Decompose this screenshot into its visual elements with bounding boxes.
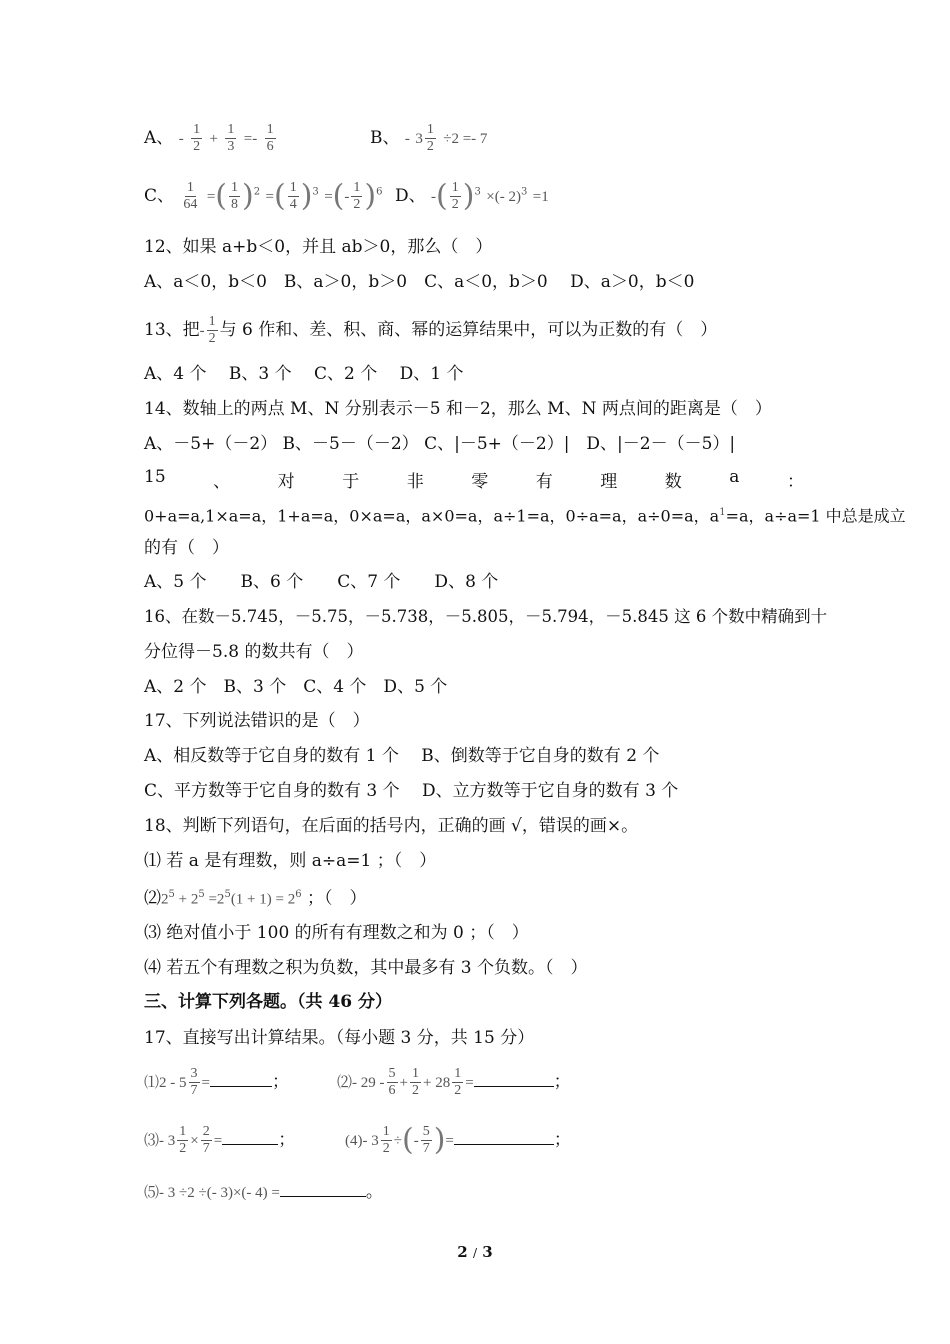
fraction: $\frac{1}{6}$ [266,122,274,154]
q18-stem: 18、判断下列语句，在后面的括号内，正确的画 √，错误的画×。 [144,816,639,836]
fraction: $\frac{1}{2}$ [426,122,434,154]
section-3-title: 三、计算下列各题。（共 46 分） [144,992,392,1012]
fraction: $\frac{1}{2}$ [208,314,216,346]
q11-option-d: D、 -( $\frac{1}{2}$ )$^3$ ×(- 2)$^3$ =1 [395,178,549,214]
fraction: $\frac{5}{7}$ [422,1124,430,1156]
q11-option-b: B、 - 3 $\frac{1}{2}$ ÷2 =- 7 [370,122,488,154]
option-label: A、 [144,128,174,148]
fraction: $\frac{1}{2}$ [353,180,361,212]
q17-options-cd: C、平方数等于它自身的数有 3 个 D、立方数等于它自身的数有 3 个 [144,781,679,801]
q12-stem: 12、如果 a+b＜0，并且 ab＞0，那么（ ） [144,237,493,257]
q15-stem-justified: 15 、 对 于 非 零 有 理 数 a ： [144,467,804,492]
answer-blank[interactable] [454,1128,554,1145]
minus-sign: - [178,131,184,147]
fraction: $\frac{1}{3}$ [227,122,235,154]
fraction: $\frac{1}{2}$ [451,180,459,212]
fraction: $\frac{1}{64}$ [183,180,198,212]
fraction: $\frac{1}{2}$ [411,1066,419,1098]
q16-line1: 16、在数－5.745，－5.75，－5.738，－5.805，－5.794，－5.845 这 6 个数中精确到十 [144,607,828,626]
fraction: $\frac{1}{2}$ [382,1124,390,1156]
calc-problem-2: ⑵- 29 - $\frac{5}{6}$ + $\frac{1}{2}$ + 28 $\frac{1}{2}$ = ； [337,1066,571,1098]
calc-problem-1: ⑴2 - 5 $\frac{3}{7}$ = ； [144,1066,289,1098]
q14-options: A、－5+（－2） B、－5－（－2） C、|－5+（－2）| D、|－2－（－5）| [144,434,736,454]
option-label: D、 [395,186,426,206]
fraction: $\frac{1}{8}$ [231,180,239,212]
page-number: 2 / 3 [457,1243,493,1261]
q15-identities: 0+a=a,1×a=a，1+a=a，0×a=a，a×0=a，a÷1=a，0÷a=a，a÷0=a，$a^1=a$，a÷a=1 中总是成立 [144,506,906,526]
calc-problem-5: ⑸- 3 ÷2 ÷(- 3)×(- 4) = 。 [144,1182,383,1202]
q11-option-c: C、 $\frac{1}{64}$ =( $\frac{1}{8}$ )$^2$ =( $\frac{1}{4}$ )$^3$ =(- $\frac{1}{2}$ )$^6$ [144,178,383,214]
q18-statement-2: $⑵2^5 + 2^5 =2^5(1 + 1) = 2^6$ ；（ ） [144,888,367,909]
section-3-q17-stem: 17、直接写出计算结果。（每小题 3 分，共 15 分） [144,1028,535,1048]
q15-options: A、5 个 B、6 个 C、7 个 D、8 个 [144,572,499,592]
q13-options: A、4 个 B、3 个 C、2 个 D、1 个 [144,364,464,384]
q14-stem: 14、数轴上的两点 M、N 分别表示－5 和－2，那么 M、N 两点间的距离是（ ） [144,399,772,419]
answer-blank[interactable] [474,1070,554,1087]
fraction: $\frac{5}{6}$ [388,1066,396,1098]
option-label: B、 [370,128,400,148]
q17-stem: 17、下列说法错识的是（ ） [144,711,370,731]
fraction: $\frac{1}{4}$ [289,180,297,212]
calc-problem-3: ⑶- 3 $\frac{1}{2}$ × $\frac{2}{7}$ = ； [144,1124,296,1156]
answer-blank[interactable] [222,1128,278,1145]
q16-options: A、2 个 B、3 个 C、4 个 D、5 个 [144,677,448,697]
q17-options-ab: A、相反数等于它自身的数有 1 个 B、倒数等于它自身的数有 2 个 [144,746,660,766]
calc-problem-4: (4)- 3 $\frac{1}{2}$ ÷(- $\frac{5}{7}$ )= ； [345,1122,571,1158]
q18-statement-3: ⑶ 绝对值小于 100 的所有有理数之和为 0 ；（ ） [144,923,529,943]
fraction: $\frac{1}{2}$ [193,122,201,154]
option-label: C、 [144,186,175,206]
q16-line2: 分位得－5.8 的数共有（ ） [144,642,364,662]
q12-options: A、a＜0，b＜0 B、a＞0，b＞0 C、a＜0，b＞0 D、a＞0，b＜0 [144,272,695,292]
answer-blank[interactable] [210,1070,272,1087]
q18-statement-4: ⑷ 若五个有理数之积为负数，其中最多有 3 个负数。（ ） [144,958,588,978]
fraction: $\frac{3}{7}$ [190,1066,198,1098]
fraction: $\frac{1}{2}$ [454,1066,462,1098]
fraction: $\frac{2}{7}$ [202,1124,210,1156]
fraction: $\frac{1}{2}$ [179,1124,187,1156]
q18-statement-1: ⑴ 若 a 是有理数，则 a÷a=1 ；（ ） [144,851,437,871]
answer-blank[interactable] [280,1180,366,1197]
q13-stem: 13、把- $\frac{1}{2}$ 与 6 作和、差、积、商、幂的运算结果中，可以为正数的有（ ） [144,314,718,346]
q11-option-a: A、 - $\frac{1}{2}$ + $\frac{1}{3}$ =- $\frac{1}{6}$ [144,122,274,154]
q15-line3: 的有（ ） [144,538,229,558]
